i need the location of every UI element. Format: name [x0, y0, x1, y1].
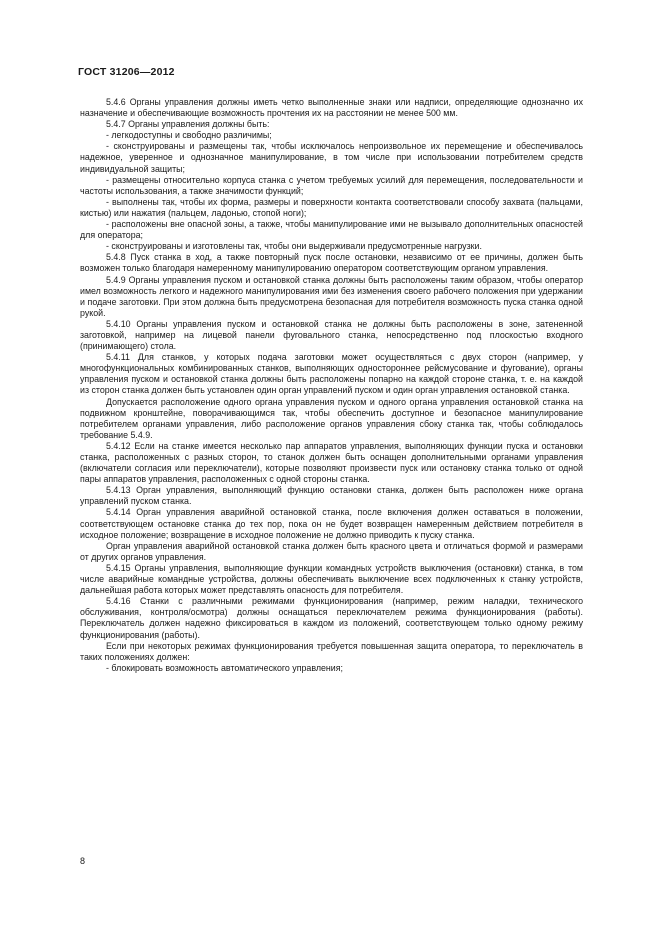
- paragraph: 5.4.10 Органы управления пуском и остановкой станка не должны быть расположены в зоне, затененной заготовкой, например на лицевой панели фуговального станка, непосредственно под плоскостью входного (принимающего) стола.: [80, 318, 583, 352]
- list-item: - выполнены так, чтобы их форма, размеры и поверхности контакта соответствовали способу захвата (пальцами, кистью) или нажатия (пальцем, ладонью, стопой ноги);: [80, 196, 583, 218]
- paragraph: 5.4.8 Пуск станка в ход, а также повторный пуск после остановки, независимо от ее причины, должен быть возможен только благодаря намеренному манипулированию оператором соответствующим органом управления.: [80, 252, 583, 274]
- paragraph: 5.4.16 Станки с различными режимами функционирования (например, режим наладки, технического обслуживания, контроля/осмотра) должны оснащаться переключателем режима функционирования (работы). Переключатель должен надежно фиксироваться в каждом из положений, соответствующем только одному режиму функционирования (работы).: [80, 596, 583, 640]
- list-item: - сконструированы и размещены так, чтобы исключалось непроизвольное их перемещение и обеспечивалось надежное, уверенное и однозначное манипулирование, в том числе при использовании потребителем средств индивидуальной защиты;: [80, 141, 583, 174]
- paragraph: 5.4.7 Органы управления должны быть:: [106, 119, 270, 130]
- paragraph: 5.4.6 Органы управления должны иметь четко выполненные знаки или надписи, определяющие однозначно их назначение и обеспечивающие возможность прочтения их на расстоянии не менее 500 мм.: [80, 97, 583, 119]
- document-header: ГОСТ 31206—2012: [78, 66, 175, 78]
- list-item: - размещены относительно корпуса станка с учетом требуемых усилий для перемещения, последовательности и частоты использования, а также значимости функций;: [80, 174, 583, 196]
- paragraph: 5.4.13 Орган управления, выполняющий функцию остановки станка, должен быть расположен ниже органа управлений пуском станка.: [80, 485, 583, 507]
- page-number: 8: [80, 856, 86, 866]
- paragraph: 5.4.12 Если на станке имеется несколько пар аппаратов управления, выполняющих функции пуска и остановки станка, расположенных с разных сторон, то станок должен быть оснащен дополнительными органами управления (включатели согласия или переключатели), которые позволяют произвести пуск или остановку станка только от одной пары аппаратов управления, расположенных с одной стороны станка.: [80, 440, 583, 485]
- list-item: - блокировать возможность автоматического управления;: [106, 662, 343, 673]
- paragraph: 5.4.15 Органы управления, выполняющие функции командных устройств выключения (остановки) станка, в том числе аварийные командные устройства, должны обеспечивать выключение всех подключенных к станку устройств, дальнейшая работа которых может представлять опасность для потребителя.: [80, 562, 583, 596]
- paragraph: Допускается расположение одного органа управления пуском и одного органа управления остановкой станка на подвижном кронштейне, поворачивающимся так, чтобы обеспечить доступное и безопасное манипулирование потребителем органами управления, либо расположение органов управления сбоку станка так, чтобы соблюдалось требование 5.4.9.: [80, 396, 583, 440]
- list-item: - легкодоступны и свободно различимы;: [106, 130, 272, 141]
- paragraph: 5.4.14 Орган управления аварийной остановкой станка, после включения должен оставаться в положении, соответствующем остановке станка до тех пор, пока он не будет возвращен намеренным действием потребителя в исходное положение; возвращение в исходное положение не должно приводить к пуску станка.: [80, 507, 583, 540]
- paragraph: 5.4.9 Органы управления пуском и остановкой станка должны быть расположены таким образом, чтобы оператор имел возможность легкого и надежного манипулирования ими без изменения своего рабочего положения при удержании и подаче заготовки. При этом должна быть предусмотрена безопасная для потребителя возможность пуска станка одной рукой.: [80, 274, 583, 318]
- list-item: - сконструированы и изготовлены так, чтобы они выдерживали предусмотренные нагрузки.: [106, 241, 482, 252]
- document-body: [80, 97, 583, 674]
- paragraph: Орган управления аварийной остановкой станка должен быть красного цвета и отличаться формой и размерами от других органов управления.: [80, 540, 583, 562]
- paragraph: 5.4.11 Для станков, у которых подача заготовки может осуществляться с двух сторон (например, у многофункциональных комбинированных станков, выполняющих одностороннее рейсмусование и фугование), органы управления пуском и остановкой станка должны быть расположены попарно на каждой стороне станка, т. е. на каждой из сторон станка должен быть установлен один орган управлений пуском и один орган управления остановкой станка.: [80, 352, 583, 396]
- paragraph: Если при некоторых режимах функционирования требуется повышенная защита оператора, то переключатель в таких положениях должен:: [80, 640, 583, 662]
- list-item: - расположены вне опасной зоны, а также, чтобы манипулирование ими не вызывало дополнительных опасностей для оператора;: [80, 219, 583, 241]
